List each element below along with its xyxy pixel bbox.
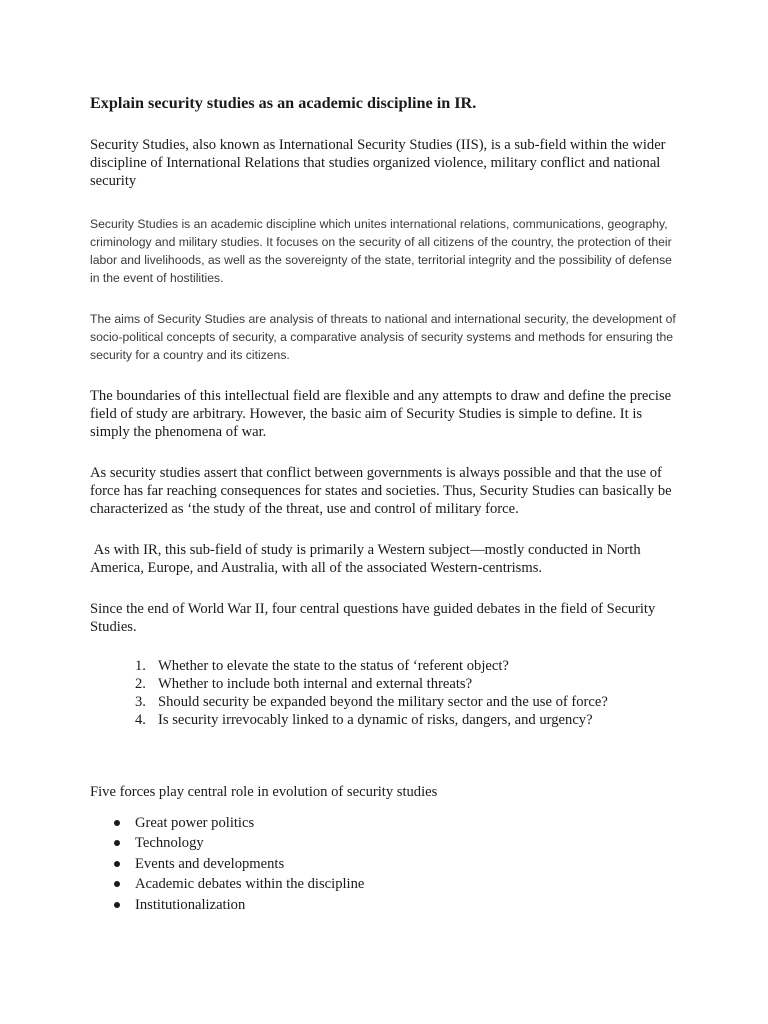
list-item-number: 1. (135, 658, 146, 674)
list-item (112, 833, 672, 853)
list-item-text: Is security irrevocably linked to a dynamic of risks, dangers, and urgency? (158, 712, 593, 728)
paragraph-questions-intro: Since the end of World War II, four central questions have guided debates in the field of Security Studies. (90, 601, 656, 635)
list-item-text: Events and developments (135, 855, 285, 872)
list-item (112, 854, 672, 874)
document-title: Explain security studies as an academic discipline in IR. (90, 94, 477, 112)
list-item-text: Whether to elevate the state to the status of ‘referent object? (158, 658, 509, 674)
questions-list (135, 657, 680, 729)
paragraph-forces-intro: Five forces play central role in evolution of security studies (90, 784, 438, 800)
list-item (135, 675, 680, 693)
bullet-icon (114, 820, 120, 826)
paragraph-aims: The aims of Security Studies are analysis of threats to national and international security, the development of socio-political concepts of security, a comparative analysis of security systems and methods for ensuring the security for a country and its citizens. (90, 312, 676, 362)
paragraph-definition: Security Studies, also known as International Security Studies (IIS), is a sub-field within the wider discipline of International Relations that studies organized violence, military conflict and national security (90, 137, 666, 189)
list-item (112, 874, 672, 894)
paragraph-discipline: Security Studies is an academic discipline which unites international relations, communications, geography, criminology and military studies. It focuses on the security of all citizens of the country, the protection of their labor and livelihoods, as well as the sovereignty of the state, territorial integrity and the possibility of defense in the event of hostilities. (90, 217, 672, 285)
list-item (135, 657, 680, 675)
list-item-text: Should security be expanded beyond the military sector and the use of force? (158, 694, 608, 710)
list-item-text: Institutionalization (135, 896, 246, 913)
list-item-number: 4. (135, 712, 146, 728)
list-item-text: Academic debates within the discipline (135, 876, 365, 893)
list-item-text: Great power politics (135, 815, 255, 831)
paragraph-conflict: As security studies assert that conflict between governments is always possible and that the use of force has far reaching consequences for states and societies. Thus, Security Studies can basically be characterized as ‘the study of the threat, use and control of military force. (90, 465, 672, 517)
list-item (135, 711, 680, 729)
forces-list (112, 813, 672, 915)
bullet-icon (114, 861, 120, 867)
list-item-number: 2. (135, 676, 146, 692)
list-item-text: Technology (135, 835, 204, 852)
list-item-number: 3. (135, 694, 146, 710)
list-item (112, 895, 672, 915)
paragraph-western: As with IR, this sub-field of study is primarily a Western subject—mostly conducted in North America, Europe, and Australia, with all of the associated Western-centrisms. (90, 542, 644, 576)
bullet-icon (114, 840, 120, 846)
bullet-icon (114, 902, 120, 908)
bullet-icon (114, 881, 120, 887)
list-item-text: Whether to include both internal and external threats? (158, 676, 473, 692)
paragraph-boundaries: The boundaries of this intellectual field are flexible and any attempts to draw and define the precise field of study are arbitrary. However, the basic aim of Security Studies is simple to define. It is simply the phenomena of war. (90, 388, 672, 440)
list-item (135, 693, 680, 711)
list-item (112, 813, 672, 833)
